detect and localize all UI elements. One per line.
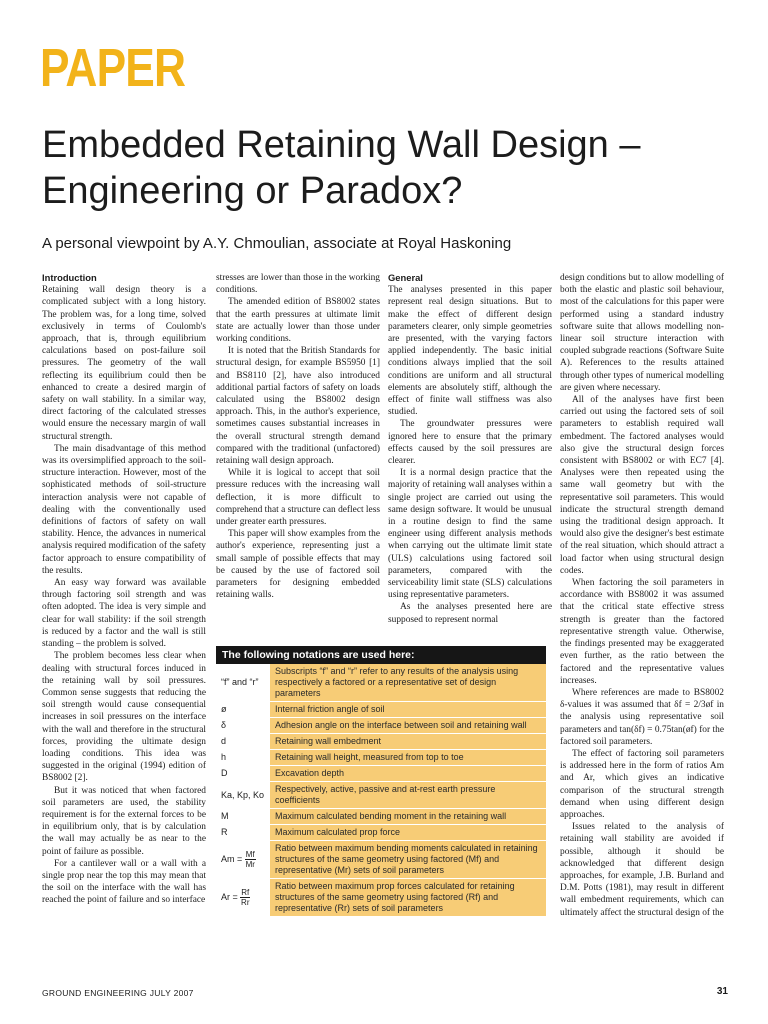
fraction-denominator: Rr: [241, 898, 250, 907]
paragraph: stresses are lower than those in the working conditions.: [216, 273, 380, 296]
table-row: [216, 750, 546, 766]
notation-heading: The following notations are used here:: [216, 646, 546, 664]
paragraph: Retaining wall design theory is a complicated subject with a long history. The problem was, for a long time, solved exclusively in terms of Coulomb's approach, that is, through equilibrium calculations based on post-failure soil pressures. The geometry of the wall reflecting its equilibrium could then be enhanced to create a desired margin of safety on wall stability. In a similar way, direct factoring of the calculated stresses would ensure the necessary margin of wall structural strength.: [42, 285, 206, 442]
notation-definition: Internal friction angle of soil: [270, 702, 546, 718]
table-row: [216, 809, 546, 825]
notation-symbol: δ: [216, 718, 270, 734]
paragraph: While it is logical to accept that soil pressure reduces with the increasing wall deflection, it is more difficult to comprehend that a structure can deflect less under greater earth pressures.: [216, 468, 380, 528]
table-row: [216, 841, 546, 879]
notation-definition: Retaining wall embedment: [270, 734, 546, 750]
notation-definition: Adhesion angle on the interface between soil and retaining wall: [270, 718, 546, 734]
paragraph: Issues related to the analysis of retaining wall stability are avoided if possible, although it should be acknowledged that different design approaches, for example, J.B. Burland and D.M. Potts (1981), may result in different wall embedment requirements, which can ultimately affect the structural design of the: [560, 822, 724, 918]
paragraph: All of the analyses have first been carried out using the factored sets of soil parameters to establish required wall embedment. The factored analyses would also give the structural design forces consistent with BS8002 or with EC7 [4]. Analyses were then repeated using the same wall geometry but with the representative soil parameters. This would indicate the structural strength demand using the traditional design approach. It would also give the designer's best estimate of the real situation, which should attract a load factor when using structural design codes.: [560, 395, 724, 576]
paragraph: As the analyses presented here are supposed to represent normal: [388, 602, 552, 625]
paragraph: The problem becomes less clear when dealing with structural forces induced in the retaining wall by soil pressures. Common sense suggests that reducing the soil strength would cause consequential increases in soil pressures on the interface with the wall and therefore in the structural forces, providing the ultimate design loading conditions. This idea was suggested in the original (1994) edition of BS8002 [2].: [42, 651, 206, 784]
paragraph: But it was noticed that when factored soil parameters are used, the stability requirement is for the external forces to be in equilibrium only, that is by calculation the wall may actually be as near to the point of failure as possible.: [42, 785, 206, 857]
table-row: [216, 782, 546, 809]
table-row: [216, 766, 546, 782]
article-title: Embedded Retaining Wall Design – Engineering or Paradox?: [42, 124, 641, 212]
paragraph: It is noted that the British Standards for structural design, for example BS5950 [1] and BS8110 [2], have also introduced additional partial factors of safety on loads calculated using the BS8002 design approach. This, in the author's experience, sometimes causes substantial increases in the overall structural strength demand compared with the traditional (unfactored) retaining wall design approach.: [216, 346, 380, 467]
notation-symbol: h: [216, 750, 270, 766]
fraction-numerator: Rf: [241, 888, 250, 897]
notation-definition: Excavation depth: [270, 766, 546, 782]
notation-symbol: M: [216, 809, 270, 825]
notation-definition: Retaining wall height, measured from top to toe: [270, 750, 546, 766]
notation-box: [216, 646, 546, 917]
notation-symbol: D: [216, 766, 270, 782]
table-row: [216, 702, 546, 718]
section-heading-general: General: [388, 272, 423, 283]
paragraph: An easy way forward was available through factoring soil strength and was often adopted. The idea is very simple and clear for wall stability: if the soil strength is reduced by a factor and the wall is still standing – the problem is solved.: [42, 578, 206, 650]
paper-kicker: PAPER: [40, 38, 186, 98]
article-subtitle: A personal viewpoint by A.Y. Chmoulian, associate at Royal Haskoning: [42, 235, 512, 252]
table-row: [216, 718, 546, 734]
notation-definition: Subscripts “f” and “r” refer to any results of the analysis using respectively a factored or a representative set of design parameters: [270, 664, 546, 702]
notation-symbol-formula: [216, 841, 270, 879]
text-column-3: [388, 272, 552, 644]
text-column-2: [216, 272, 380, 644]
notation-definition: Ratio between maximum prop forces calculated for retaining structures of the same geometry using factored (Rf) and representative (Rr) sets of soil parameters: [270, 879, 546, 917]
paragraph: For a cantilever wall or a wall with a single prop near the top this may mean that the soil on the interface with the wall has reached the point of failure and so interface: [42, 858, 206, 906]
paragraph: It is a normal design practice that the majority of retaining wall analyses within a single project are carried out using the same design software. It would be unusual in a routine design to find the same engineer using different analysis methods when carrying out the ultimate limit state (ULS) calculations using factored soil parameters, compared with the serviceability limit state (SLS) calculations using representative parameters.: [388, 468, 552, 601]
paragraph: This paper will show examples from the author's experience, representing just a small sample of possible effects that may be caused by the use of factored soil parameters for designing embedded retaining walls.: [216, 529, 380, 601]
text-column-1: [42, 272, 206, 962]
notation-symbol: d: [216, 734, 270, 750]
notation-definition: Respectively, active, passive and at-rest earth pressure coefficients: [270, 782, 546, 809]
notation-definition: Maximum calculated prop force: [270, 825, 546, 841]
paragraph: The amended edition of BS8002 states that the earth pressures at ultimate limit state are actually lower than those under working conditions.: [216, 297, 380, 345]
notation-symbol: ø: [216, 702, 270, 718]
fraction-denominator: Mr: [245, 860, 255, 869]
paragraph: The groundwater pressures were ignored here to ensure that the primary effects caused by the soil pressures are clearer.: [388, 419, 552, 467]
section-heading-introduction: Introduction: [42, 272, 97, 283]
paragraph: Where references are made to BS8002 δ-values it was assumed that δf = 2/3øf in the analysis using representative soil parameters and tan(δf) = 0.75tan(øf) for the factored soil parameters.: [560, 687, 724, 747]
table-row: [216, 879, 546, 917]
notation-symbol: R: [216, 825, 270, 841]
notation-symbol: “f” and “r”: [216, 664, 270, 702]
text-column-4: [560, 272, 724, 962]
paragraph: design conditions but to allow modelling of both the elastic and plastic soil behaviour, most of the calculations for this paper were performed using a standard industry software suite that allows modelling non-linear soil structure interaction with coupled subgrade reactions (Software Suite A). References to the results attained through other types of numerical modelling are given where necessary.: [560, 273, 724, 393]
formula-fraction: [240, 888, 250, 907]
formula-fraction: [245, 850, 256, 869]
notation-table: [216, 664, 546, 917]
paragraph: When factoring the soil parameters in accordance with BS8002 it was assumed that the critical state effective stress strength is greater than the factored representative strength value. Otherwise, the findings presented may be exaggerated even further, as the ratio between the factored and the representative values increases.: [560, 578, 724, 686]
table-row: [216, 664, 546, 702]
fraction-numerator: Mf: [245, 850, 255, 859]
paragraph: The effect of factoring soil parameters is addressed here in the form of ratios Am and Ar, which gives an indicative comparison of the structural strength demand when using different design approaches.: [560, 748, 724, 820]
paragraph: The analyses presented in this paper represent real design situations. But to make the effect of different design parameters clearer, only simple geometries are presented, with the varying factors applied independently. The basic initial conditions always implied that the soil conditions are uniform and all structural elements are absolutely stiff, although the effect of finite wall stiffness was also studied.: [388, 285, 552, 418]
formula-lhs: Ar =: [221, 891, 238, 902]
notation-definition: Maximum calculated bending moment in the retaining wall: [270, 809, 546, 825]
paragraph: The main disadvantage of this method was its oversimplified approach to the soil-structure interaction. However, most of the sophisticated methods of soil-structure interaction analysis were not capable of dealing with the conventionally used definitions of factors of safety on wall stability. Hence, the advances in numerical analysis required modification of the safety factor approach to ensure compatibility of the results.: [42, 443, 206, 576]
publication-footer: GROUND ENGINEERING JULY 2007: [42, 988, 194, 998]
table-row: [216, 825, 546, 841]
page-number: 31: [716, 986, 728, 997]
notation-symbol: Ka, Kp, Ko: [216, 782, 270, 809]
formula-lhs: Am =: [221, 853, 243, 864]
notation-symbol-formula: [216, 879, 270, 917]
table-row: [216, 734, 546, 750]
notation-definition: Ratio between maximum bending moments calculated in retaining structures of the same geometry using factored (Mf) and representative (Mr) sets of soil parameters: [270, 841, 546, 879]
